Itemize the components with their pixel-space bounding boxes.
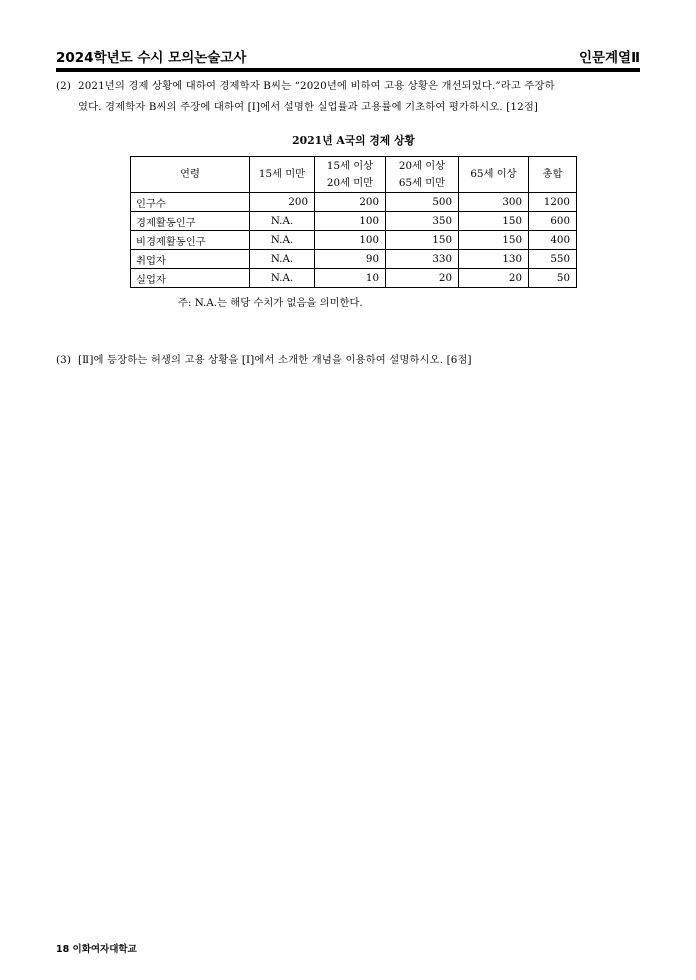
row-label: 경제활동인구 [131, 212, 250, 231]
cell: 350 [386, 212, 459, 231]
cell: 300 [459, 193, 529, 212]
cell: 130 [459, 250, 529, 269]
row-label: 비경제활동인구 [131, 231, 250, 250]
table-row [131, 212, 577, 231]
cell: 20 [459, 269, 529, 288]
question-2 [56, 76, 642, 118]
row-label: 인구수 [131, 193, 250, 212]
cell: 150 [459, 231, 529, 250]
table-title: 2021년 A국의 경제 상황 [292, 134, 415, 147]
cell: 10 [315, 269, 386, 288]
cell: 50 [529, 269, 577, 288]
header-65-plus: 65세 이상 [459, 157, 529, 193]
cell: 330 [386, 250, 459, 269]
question-3 [56, 350, 642, 371]
header-under-15: 15세 미만 [250, 157, 315, 193]
header-20-to-65-line-1: 20세 이상 [398, 159, 446, 172]
table-header-row [131, 157, 577, 193]
cell: 200 [250, 193, 315, 212]
cell: N.A. [250, 231, 315, 250]
table-row [131, 231, 577, 250]
question-3-text: [Ⅱ]에 등장하는 허생의 고용 상황을 [Ⅰ]에서 소개한 개념을 이용하여 설명하시오. [6점] [78, 354, 472, 366]
exam-track: 인문계열Ⅱ [578, 50, 640, 66]
cell: 150 [386, 231, 459, 250]
header-20-to-65-line-2: 65세 미만 [398, 176, 446, 189]
table-row [131, 250, 577, 269]
exam-title: 2024학년도 수시 모의논술고사 [56, 50, 247, 66]
question-2-line-2: 였다. 경제학자 B씨의 주장에 대하여 [Ⅰ]에서 설명한 실업률과 고용률에 기초하여 평가하시오. [12점] [78, 101, 539, 113]
question-2-number: (2) [56, 80, 72, 92]
header-20-to-65 [386, 157, 459, 193]
header-rule [56, 68, 640, 72]
table-note: 주: N.A.는 해당 수치가 없음을 의미한다. [178, 297, 363, 309]
cell: 400 [529, 231, 577, 250]
cell: 200 [315, 193, 386, 212]
cell: 150 [459, 212, 529, 231]
header-total: 총합 [529, 157, 577, 193]
cell: 100 [315, 212, 386, 231]
question-2-line-1: 2021년의 경제 상황에 대하여 경제학자 B씨는 “2020년에 비하여 고용 상황은 개선되었다.”라고 주장하 [78, 80, 555, 92]
table-row [131, 269, 577, 288]
page-header [56, 46, 640, 66]
cell: 20 [386, 269, 459, 288]
row-label: 취업자 [131, 250, 250, 269]
row-label: 실업자 [131, 269, 250, 288]
economic-status-table [130, 156, 577, 288]
cell: 600 [529, 212, 577, 231]
cell: N.A. [250, 269, 315, 288]
cell: 100 [315, 231, 386, 250]
cell: N.A. [250, 250, 315, 269]
page-footer: 18 이화여자대학교 [56, 944, 137, 955]
header-15-to-20 [315, 157, 386, 193]
question-3-number: (3) [56, 354, 72, 366]
cell: 1200 [529, 193, 577, 212]
header-age: 연령 [131, 157, 250, 193]
cell: 550 [529, 250, 577, 269]
cell: N.A. [250, 212, 315, 231]
cell: 500 [386, 193, 459, 212]
table-row [131, 193, 577, 212]
cell: 90 [315, 250, 386, 269]
header-15-to-20-line-1: 15세 이상 [326, 159, 374, 172]
header-15-to-20-line-2: 20세 미만 [326, 176, 374, 189]
